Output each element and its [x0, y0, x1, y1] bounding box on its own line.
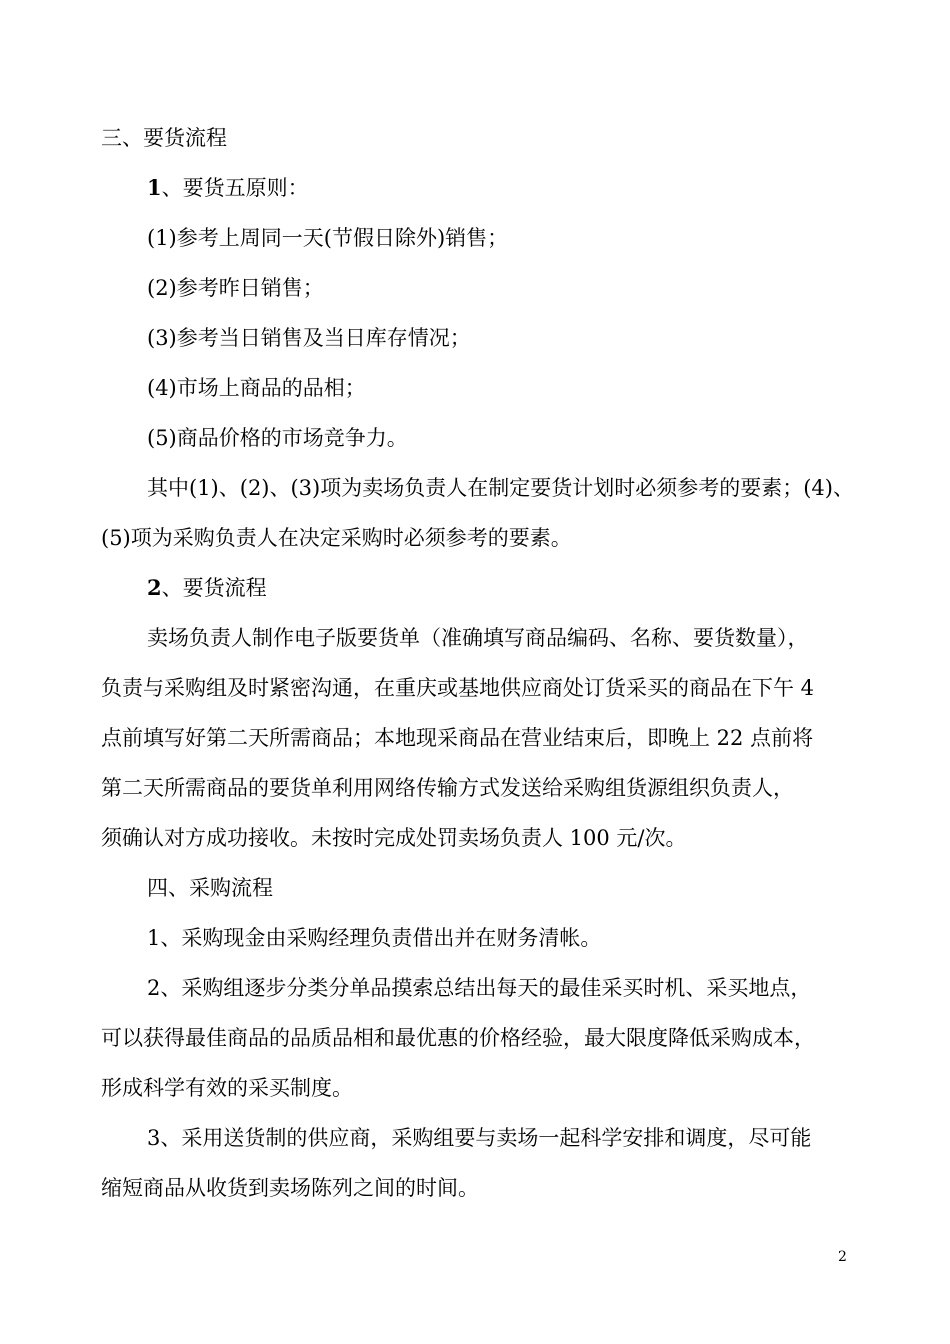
section-heading-3: 三、要货流程	[101, 126, 227, 150]
procurement-item-2-line: 可以获得最佳商品的品质品相和最优惠的价格经验，最大限度降低采购成本，	[101, 1026, 815, 1050]
subheading-number: 2	[147, 575, 162, 600]
subheading-text: 、要货流程	[161, 576, 267, 600]
principle-item: (4)市场上商品的品相；	[147, 376, 366, 400]
subheading-number: 1	[147, 175, 162, 200]
principle-item: (2)参考昨日销售；	[147, 276, 324, 300]
section-heading-4: 四、采购流程	[147, 876, 273, 900]
procurement-item-3-line: 3、采用送货制的供应商，采购组要与卖场一起科学安排和调度，尽可能	[147, 1126, 812, 1150]
process-paragraph-line: 点前填写好第二天所需商品；本地现采商品在营业结束后，即晚上 22 点前将	[101, 726, 814, 750]
principle-item: (5)商品价格的市场竞争力。	[147, 426, 408, 450]
note-paragraph-line: (5)项为采购负责人在决定采购时必须参考的要素。	[101, 526, 572, 550]
principle-item: (1)参考上周同一天(节假日除外)销售；	[147, 226, 509, 250]
procurement-item-1: 1、采购现金由采购经理负责借出并在财务清帐。	[147, 926, 602, 950]
process-paragraph-line: 须确认对方成功接收。未按时完成处罚卖场负责人 100 元/次。	[101, 826, 687, 850]
page-number: 2	[838, 1249, 847, 1265]
document-body	[101, 113, 853, 1213]
process-paragraph-line: 卖场负责人制作电子版要货单（准确填写商品编码、名称、要货数量），	[147, 626, 809, 650]
process-paragraph-line: 第二天所需商品的要货单利用网络传输方式发送给采购组货源组织负责人，	[101, 776, 794, 800]
procurement-item-2-line: 2、采购组逐步分类分单品摸索总结出每天的最佳采买时机、采买地点，	[147, 976, 812, 1000]
procurement-item-2-line: 形成科学有效的采买制度。	[101, 1076, 353, 1100]
subheading-principles	[101, 163, 853, 213]
subheading-text: 、要货五原则：	[161, 176, 309, 200]
note-paragraph-line: 其中(1)、(2)、(3)项为卖场负责人在制定要货计划时必须参考的要素；(4)、	[147, 476, 854, 500]
principle-item: (3)参考当日销售及当日库存情况；	[147, 326, 471, 350]
procurement-item-3-line: 缩短商品从收货到卖场陈列之间的时间。	[101, 1176, 479, 1200]
process-paragraph-line: 负责与采购组及时紧密沟通，在重庆或基地供应商处订货采买的商品在下午 4	[101, 676, 815, 700]
subheading-process	[101, 563, 853, 613]
